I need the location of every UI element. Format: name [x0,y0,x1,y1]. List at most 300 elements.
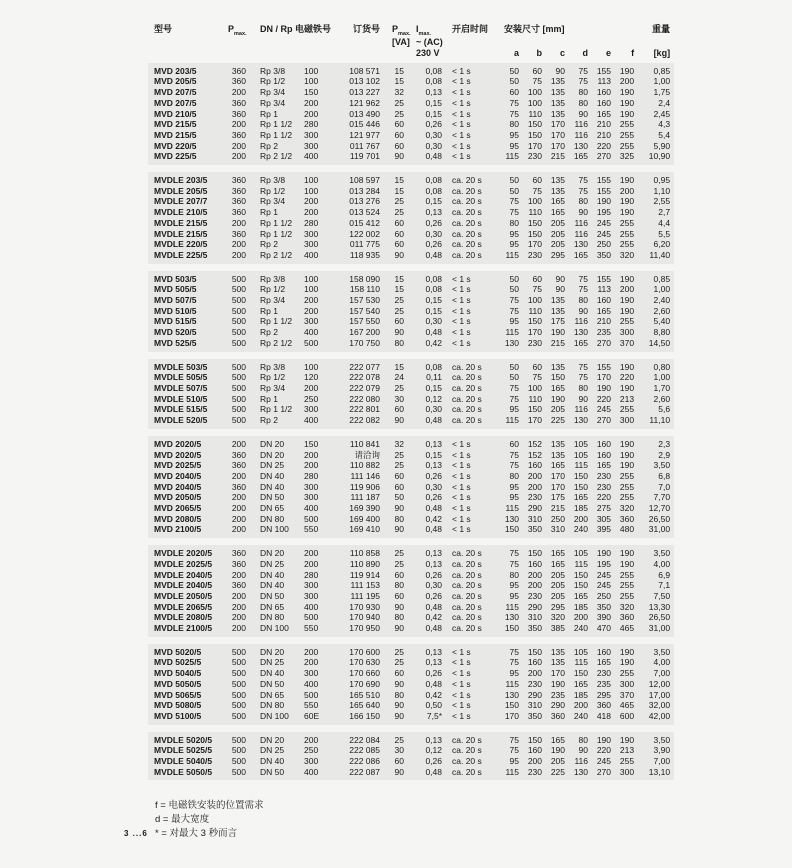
opening-time-cell: ca. 20 s [444,559,496,570]
dim-e-cell: 235 [591,327,614,338]
weight-cell: 2,55 [637,196,674,207]
dim-d-cell: 105 [568,450,591,461]
opening-time-cell: < 1 s [444,524,496,538]
power-va-cell: 90 [384,503,412,514]
dim-b-cell: 350 [522,524,545,538]
dim-b-cell: 230 [522,679,545,690]
dn-rp-cell: DN 100 [252,711,300,725]
weight-cell: 0,85 [637,271,674,285]
model-cell: MVDLE 2050/5 [148,591,226,602]
dim-c-cell: 135 [545,172,568,186]
dim-f-cell: 255 [614,141,637,152]
dim-d-cell: 185 [568,690,591,701]
dim-f-cell: 190 [614,87,637,98]
solenoid-number-cell: 200 [300,559,334,570]
dim-f-cell: 190 [614,295,637,306]
dim-a-cell: 95 [496,229,522,240]
opening-time-cell: ca. 20 s [444,229,496,240]
pmax-cell: 200 [226,591,252,602]
weight-cell: 1,00 [637,284,674,295]
order-number-cell: 167 200 [334,327,384,338]
dim-b-cell: 310 [522,612,545,623]
dim-f-cell: 360 [614,612,637,623]
dim-e-cell: 160 [591,644,614,658]
order-number-cell: 108 597 [334,172,384,186]
pmax-cell: 500 [226,668,252,679]
weight-cell: 1,00 [637,76,674,87]
dn-rp-cell: DN 80 [252,700,300,711]
dim-a-cell: 95 [496,756,522,767]
dim-d-cell: 75 [568,76,591,87]
dn-rp-cell: Rp 1 [252,306,300,317]
table-row [148,460,674,471]
model-cell: MVD 215/5 [148,119,226,130]
dim-d-cell: 240 [568,623,591,637]
dim-b-cell: 152 [522,450,545,461]
order-number-cell: 169 390 [334,503,384,514]
power-va-cell: 25 [384,109,412,120]
solenoid-number-cell: 500 [300,612,334,623]
current-cell: 0,12 [412,745,444,756]
order-number-cell: 110 841 [334,436,384,450]
opening-time-cell: ca. 20 s [444,570,496,581]
dim-d-cell: 116 [568,130,591,141]
dim-a-cell: 115 [496,415,522,429]
order-number-cell: 165 510 [334,690,384,701]
dim-b-cell: 230 [522,591,545,602]
col-header-dim-b: b [536,48,542,58]
model-cell: MVD 215/5 [148,130,226,141]
solenoid-number-cell: 200 [300,383,334,394]
dim-f-cell: 255 [614,591,637,602]
pmax-cell: 200 [226,250,252,264]
col-header-dim-a: a [513,48,519,58]
dim-c-cell: 205 [545,239,568,250]
dim-b-cell: 170 [522,415,545,429]
weight-cell: 7,00 [637,668,674,679]
dim-e-cell: 165 [591,109,614,120]
opening-time-cell: ca. 20 s [444,602,496,613]
order-number-cell: 013 284 [334,186,384,197]
opening-time-cell: < 1 s [444,141,496,152]
power-va-cell: 90 [384,679,412,690]
dim-f-cell: 190 [614,644,637,658]
solenoid-number-cell: 500 [300,514,334,525]
dim-c-cell: 135 [545,295,568,306]
order-number-cell: 222 087 [334,767,384,781]
current-cell: 0,26 [412,471,444,482]
power-va-cell: 15 [384,284,412,295]
dn-rp-cell: DN 40 [252,482,300,493]
dn-rp-cell: Rp 2 [252,415,300,429]
dim-e-cell: 113 [591,284,614,295]
dim-b-cell: 110 [522,109,545,120]
pmax-cell: 200 [226,119,252,130]
solenoid-number-cell: 400 [300,151,334,165]
pmax-cell: 360 [226,207,252,218]
pmax-cell: 500 [226,316,252,327]
spec-block-3 [148,271,674,352]
current-cell: 0,48 [412,503,444,514]
dim-d-cell: 80 [568,98,591,109]
opening-time-cell: ca. 20 s [444,545,496,559]
dn-rp-cell: DN 50 [252,679,300,690]
power-va-cell: 60 [384,119,412,130]
dim-b-cell: 100 [522,87,545,98]
power-va-cell: 30 [384,745,412,756]
solenoid-number-cell: 550 [300,524,334,538]
dim-c-cell: 165 [545,196,568,207]
current-cell: 0,13 [412,644,444,658]
dim-e-cell: 160 [591,436,614,450]
dim-c-cell: 135 [545,186,568,197]
table-row [148,767,674,781]
order-number-cell: 170 930 [334,602,384,613]
solenoid-number-cell: 500 [300,338,334,352]
dim-e-cell: 275 [591,503,614,514]
opening-time-cell: < 1 s [444,151,496,165]
dim-b-cell: 230 [522,492,545,503]
dim-f-cell: 370 [614,338,637,352]
dim-a-cell: 50 [496,63,522,77]
dim-e-cell: 235 [591,679,614,690]
dim-d-cell: 200 [568,514,591,525]
weight-cell: 2,60 [637,306,674,317]
order-number-cell: 222 086 [334,756,384,767]
dim-c-cell: 170 [545,482,568,493]
power-va-cell: 80 [384,580,412,591]
opening-time-cell: ca. 20 s [444,196,496,207]
dim-a-cell: 115 [496,250,522,264]
table-row [148,623,674,637]
dim-d-cell: 116 [568,229,591,240]
dim-e-cell: 190 [591,383,614,394]
dim-b-cell: 310 [522,700,545,711]
solenoid-number-cell: 200 [300,196,334,207]
dim-e-cell: 230 [591,471,614,482]
table-row [148,383,674,394]
table-row [148,250,674,264]
dim-c-cell: 205 [545,404,568,415]
opening-time-cell: < 1 s [444,711,496,725]
dn-rp-cell: Rp 1 1/2 [252,404,300,415]
dim-f-cell: 300 [614,327,637,338]
table-row [148,711,674,725]
weight-cell: 0,95 [637,172,674,186]
solenoid-number-cell: 120 [300,372,334,383]
current-cell: 0,11 [412,372,444,383]
dn-rp-cell: DN 20 [252,644,300,658]
table-row [148,394,674,405]
weight-cell: 2,4 [637,98,674,109]
weight-cell: 32,00 [637,700,674,711]
opening-time-cell: < 1 s [444,482,496,493]
dn-rp-cell: Rp 1 1/2 [252,218,300,229]
order-number-cell: 170 940 [334,612,384,623]
current-cell: 0,12 [412,394,444,405]
dim-b-cell: 350 [522,623,545,637]
dim-c-cell: 165 [545,460,568,471]
dim-f-cell: 200 [614,76,637,87]
dim-b-cell: 200 [522,756,545,767]
model-cell: MVD 520/5 [148,327,226,338]
dim-a-cell: 75 [496,745,522,756]
weight-cell: 1,70 [637,383,674,394]
dim-f-cell: 190 [614,657,637,668]
solenoid-number-cell: 100 [300,186,334,197]
solenoid-number-cell: 400 [300,415,334,429]
power-va-cell: 25 [384,559,412,570]
solenoid-number-cell: 300 [300,130,334,141]
pmax-cell: 200 [226,218,252,229]
order-number-cell: 165 640 [334,700,384,711]
dim-d-cell: 240 [568,711,591,725]
dim-f-cell: 255 [614,404,637,415]
solenoid-number-cell: 400 [300,602,334,613]
dim-f-cell: 190 [614,559,637,570]
dim-c-cell: 175 [545,316,568,327]
weight-cell: 5,5 [637,229,674,240]
solenoid-number-cell: 300 [300,316,334,327]
dim-b-cell: 310 [522,514,545,525]
dim-a-cell: 95 [496,141,522,152]
table-row [148,612,674,623]
pmax-cell: 200 [226,436,252,450]
dim-a-cell: 150 [496,524,522,538]
table-row [148,239,674,250]
current-cell: 0,26 [412,119,444,130]
dim-a-cell: 150 [496,700,522,711]
weight-cell: 2,7 [637,207,674,218]
weight-cell: 5,90 [637,141,674,152]
dim-b-cell: 160 [522,460,545,471]
solenoid-number-cell: 300 [300,591,334,602]
dim-a-cell: 75 [496,657,522,668]
dim-a-cell: 80 [496,570,522,581]
dim-c-cell: 290 [545,700,568,711]
current-cell: 0,48 [412,327,444,338]
weight-cell: 6,9 [637,570,674,581]
model-cell: MVDLE 2025/5 [148,559,226,570]
dim-c-cell: 135 [545,436,568,450]
block-gap [148,538,674,545]
order-number-cell: 170 750 [334,338,384,352]
pmax-cell: 360 [226,450,252,461]
pmax-cell: 360 [226,109,252,120]
solenoid-number-cell: 300 [300,229,334,240]
current-cell: 0,26 [412,570,444,581]
dn-rp-cell: Rp 2 [252,327,300,338]
dim-a-cell: 150 [496,623,522,637]
dim-a-cell: 75 [496,207,522,218]
dn-rp-cell: Rp 3/8 [252,63,300,77]
weight-cell: 11,10 [637,415,674,429]
power-va-cell: 25 [384,295,412,306]
dn-rp-cell: DN 65 [252,503,300,514]
opening-time-cell: < 1 s [444,306,496,317]
dim-e-cell: 470 [591,623,614,637]
current-cell: 0,42 [412,514,444,525]
dim-a-cell: 75 [496,460,522,471]
table-row [148,679,674,690]
order-number-cell: 157 540 [334,306,384,317]
current-cell: 0,30 [412,482,444,493]
table-row [148,492,674,503]
power-va-cell: 60 [384,141,412,152]
current-cell: 0,48 [412,679,444,690]
solenoid-number-cell: 60E [300,711,334,725]
dim-c-cell: 225 [545,767,568,781]
order-number-cell: 222 079 [334,383,384,394]
dn-rp-cell: DN 25 [252,657,300,668]
dim-b-cell: 200 [522,668,545,679]
solenoid-number-cell: 280 [300,570,334,581]
solenoid-number-cell: 550 [300,623,334,637]
dim-f-cell: 465 [614,700,637,711]
dim-e-cell: 160 [591,98,614,109]
current-cell: 0,42 [412,338,444,352]
solenoid-number-cell: 250 [300,394,334,405]
current-cell: 0,15 [412,295,444,306]
order-number-cell: 158 090 [334,271,384,285]
spec-block-1 [148,63,674,165]
order-number-cell: 118 935 [334,250,384,264]
dim-d-cell: 165 [568,492,591,503]
dn-rp-cell: DN 65 [252,602,300,613]
dim-e-cell: 270 [591,338,614,352]
dim-d-cell: 116 [568,218,591,229]
dim-e-cell: 390 [591,612,614,623]
dim-d-cell: 240 [568,524,591,538]
dim-e-cell: 155 [591,63,614,77]
power-va-cell: 32 [384,436,412,450]
table-row [148,372,674,383]
order-number-cell: 013 490 [334,109,384,120]
dim-d-cell: 75 [568,271,591,285]
table-row [148,404,674,415]
opening-time-cell: ca. 20 s [444,239,496,250]
table-row [148,63,674,77]
dim-c-cell: 205 [545,229,568,240]
dim-e-cell: 190 [591,545,614,559]
dim-b-cell: 160 [522,657,545,668]
order-number-cell: 111 146 [334,471,384,482]
dim-d-cell: 80 [568,87,591,98]
order-number-cell: 157 530 [334,295,384,306]
table-row [148,130,674,141]
weight-cell: 4,3 [637,119,674,130]
dim-a-cell: 115 [496,602,522,613]
dim-c-cell: 135 [545,109,568,120]
dim-c-cell: 90 [545,271,568,285]
table-row [148,141,674,152]
opening-time-cell: ca. 20 s [444,404,496,415]
dim-a-cell: 50 [496,186,522,197]
pmax-cell: 360 [226,76,252,87]
dim-d-cell: 130 [568,239,591,250]
dim-f-cell: 255 [614,492,637,503]
model-cell: MVD 510/5 [148,306,226,317]
spec-block-5 [148,436,674,538]
pmax-cell: 500 [226,306,252,317]
dn-rp-cell: DN 50 [252,767,300,781]
dim-b-cell: 150 [522,218,545,229]
pmax-cell: 500 [226,383,252,394]
model-cell: MVD 5050/5 [148,679,226,690]
table-row [148,602,674,613]
dim-b-cell: 200 [522,570,545,581]
pmax-cell: 360 [226,196,252,207]
dim-c-cell: 165 [545,383,568,394]
dn-rp-cell: Rp 1/2 [252,284,300,295]
pmax-cell: 500 [226,690,252,701]
dim-b-cell: 150 [522,119,545,130]
current-cell: 0,08 [412,284,444,295]
solenoid-number-cell: 250 [300,745,334,756]
dim-c-cell: 135 [545,98,568,109]
weight-cell: 6,20 [637,239,674,250]
order-number-cell: 015 446 [334,119,384,130]
dim-d-cell: 80 [568,732,591,746]
dim-d-cell: 150 [568,471,591,482]
dim-b-cell: 160 [522,745,545,756]
current-cell: 0,48 [412,415,444,429]
weight-cell: 10,90 [637,151,674,165]
dn-rp-cell: DN 100 [252,623,300,637]
dim-c-cell: 205 [545,580,568,591]
dim-c-cell: 205 [545,570,568,581]
dn-rp-cell: DN 40 [252,668,300,679]
pmax-cell: 200 [226,602,252,613]
dim-e-cell: 305 [591,514,614,525]
table-row [148,524,674,538]
table-row [148,119,674,130]
dim-a-cell: 75 [496,394,522,405]
dim-b-cell: 100 [522,98,545,109]
dn-rp-cell: Rp 3/4 [252,383,300,394]
dim-f-cell: 220 [614,372,637,383]
dn-rp-cell: Rp 1 1/2 [252,229,300,240]
dn-rp-cell: Rp 1/2 [252,76,300,87]
dim-a-cell: 80 [496,471,522,482]
dn-rp-cell: DN 40 [252,756,300,767]
dim-b-cell: 100 [522,196,545,207]
weight-cell: 1,10 [637,186,674,197]
dim-f-cell: 255 [614,756,637,767]
solenoid-number-cell: 500 [300,690,334,701]
solenoid-number-cell: 100 [300,76,334,87]
power-va-cell: 24 [384,372,412,383]
table-header [148,24,674,63]
weight-cell: 2,9 [637,450,674,461]
current-cell: 0,15 [412,383,444,394]
weight-cell: 1,75 [637,87,674,98]
dim-a-cell: 75 [496,450,522,461]
power-va-cell: 60 [384,570,412,581]
model-cell: MVD 2050/5 [148,492,226,503]
model-cell: MVD 225/5 [148,151,226,165]
power-va-cell: 25 [384,383,412,394]
current-cell: 0,13 [412,436,444,450]
table-row [148,338,674,352]
current-cell: 0,48 [412,151,444,165]
solenoid-number-cell: 400 [300,679,334,690]
table-row [148,186,674,197]
order-number-cell: 111 187 [334,492,384,503]
dim-d-cell: 105 [568,545,591,559]
power-va-cell: 25 [384,196,412,207]
pmax-cell: 500 [226,644,252,658]
